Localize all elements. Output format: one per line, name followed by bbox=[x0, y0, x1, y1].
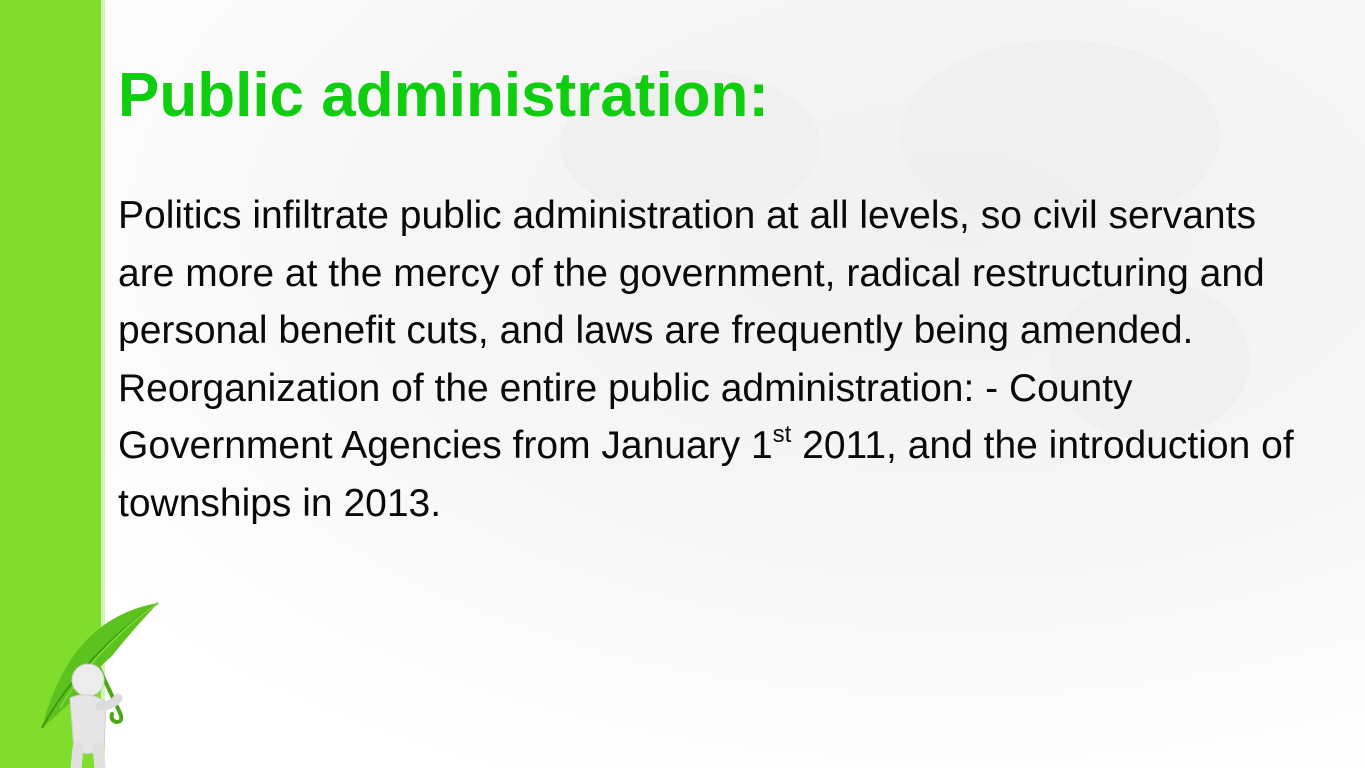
figure-with-green-umbrella-icon bbox=[40, 598, 170, 768]
slide-title: Public administration: bbox=[118, 61, 770, 130]
ordinal-superscript: st bbox=[772, 421, 792, 448]
body-text-part2: 2011, and the introduction of townships in 2013. bbox=[118, 424, 1294, 525]
body-text-part1: Politics infiltrate public administration at all levels, so civil servants are more at the mercy of the government, radical restructuring and personal benefit cuts, and laws are frequently being amended. Reorganization of the entire public administration: - County Government Agencies from January 1 bbox=[118, 194, 1265, 467]
slide-body bbox=[118, 187, 1323, 532]
